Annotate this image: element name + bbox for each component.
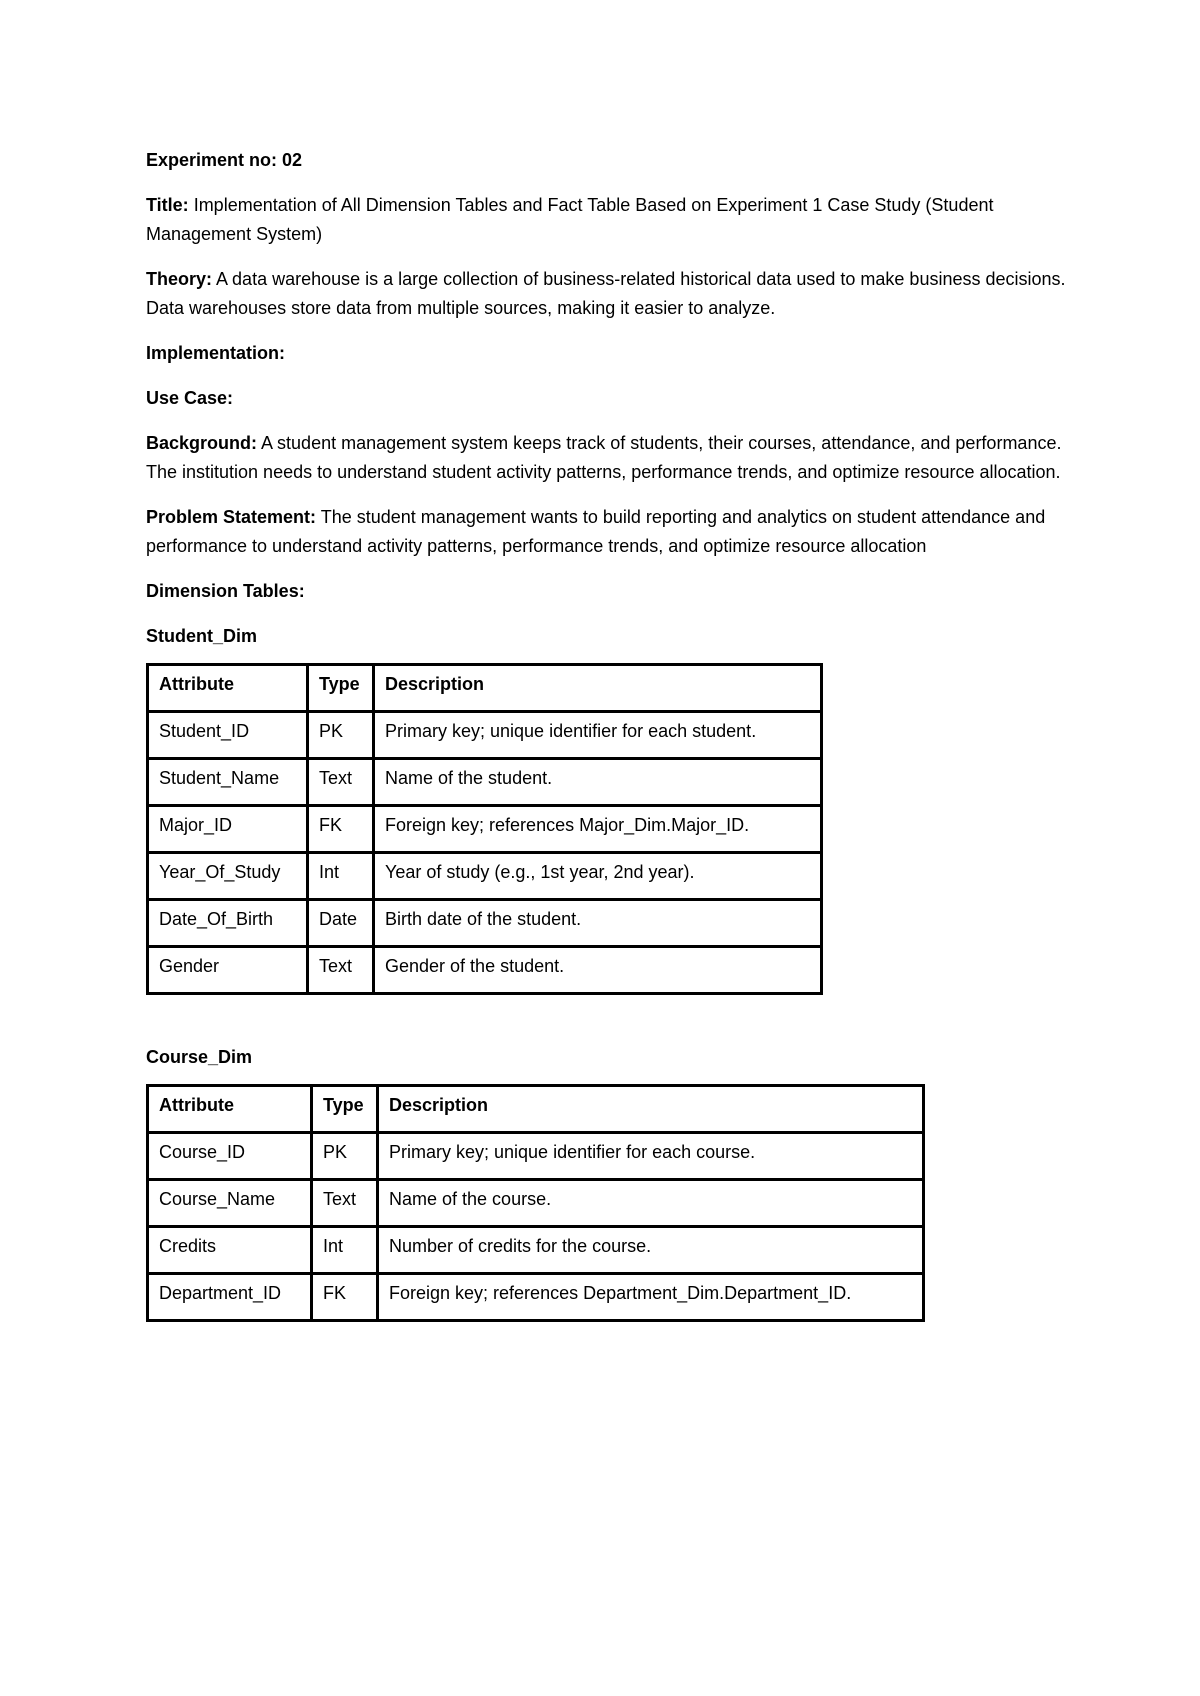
background-text: A student management system keeps track of students, their courses, attendance, and performance. The institution needs to understand student activity patterns, performance trends, and optimize resource allocation. — [146, 433, 1062, 482]
cell-attribute: Student_ID — [148, 712, 308, 759]
cell-description: Foreign key; references Department_Dim.Department_ID. — [378, 1274, 924, 1321]
cell-attribute: Year_Of_Study — [148, 853, 308, 900]
use-case-heading: Use Case: — [146, 388, 234, 408]
cell-attribute: Credits — [148, 1227, 312, 1274]
student-dim-table — [146, 663, 823, 995]
course-dim-table — [146, 1084, 925, 1322]
cell-attribute: Major_ID — [148, 806, 308, 853]
problem-statement-label: Problem Statement: — [146, 507, 317, 527]
header-description: Description — [378, 1086, 924, 1133]
table-row — [148, 853, 822, 900]
cell-type: FK — [312, 1274, 378, 1321]
experiment-label: Experiment no: — [146, 150, 278, 170]
cell-type: FK — [308, 806, 374, 853]
cell-type: Int — [312, 1227, 378, 1274]
background-paragraph — [146, 429, 1066, 487]
cell-attribute: Department_ID — [148, 1274, 312, 1321]
header-description: Description — [374, 665, 822, 712]
course-dim-title: Course_Dim — [146, 1047, 253, 1067]
cell-description: Primary key; unique identifier for each course. — [378, 1133, 924, 1180]
header-type: Type — [312, 1086, 378, 1133]
background-label: Background: — [146, 433, 258, 453]
cell-description: Birth date of the student. — [374, 900, 822, 947]
dimension-tables-heading: Dimension Tables: — [146, 581, 305, 601]
cell-type: Text — [308, 947, 374, 994]
student-dim-title: Student_Dim — [146, 626, 258, 646]
cell-type: Int — [308, 853, 374, 900]
title-text: Implementation of All Dimension Tables and Fact Table Based on Experiment 1 Case Study (Student Management System) — [146, 195, 994, 244]
cell-attribute: Course_Name — [148, 1180, 312, 1227]
cell-type: Text — [312, 1180, 378, 1227]
cell-description: Primary key; unique identifier for each student. — [374, 712, 822, 759]
cell-description: Name of the student. — [374, 759, 822, 806]
table-header-row — [148, 1086, 924, 1133]
table-row — [148, 900, 822, 947]
document-page — [146, 146, 1066, 1322]
header-attribute: Attribute — [148, 1086, 312, 1133]
header-attribute: Attribute — [148, 665, 308, 712]
cell-attribute: Student_Name — [148, 759, 308, 806]
problem-statement-paragraph — [146, 503, 1066, 561]
cell-type: PK — [308, 712, 374, 759]
table-row — [148, 1227, 924, 1274]
experiment-line — [146, 146, 1066, 175]
cell-attribute: Date_Of_Birth — [148, 900, 308, 947]
table-row — [148, 947, 822, 994]
implementation-heading: Implementation: — [146, 343, 286, 363]
title-label: Title: — [146, 195, 189, 215]
table-row — [148, 1180, 924, 1227]
cell-description: Number of credits for the course. — [378, 1227, 924, 1274]
table-header-row — [148, 665, 822, 712]
theory-paragraph — [146, 265, 1066, 323]
table-row — [148, 1133, 924, 1180]
cell-type: PK — [312, 1133, 378, 1180]
table-row — [148, 712, 822, 759]
problem-statement-text: The student management wants to build reporting and analytics on student attendance and performance to understand activity patterns, performance trends, and optimize resource allocation — [146, 507, 1046, 556]
table-row — [148, 1274, 924, 1321]
cell-description: Year of study (e.g., 1st year, 2nd year). — [374, 853, 822, 900]
theory-label: Theory: — [146, 269, 213, 289]
cell-description: Gender of the student. — [374, 947, 822, 994]
experiment-number: 02 — [282, 150, 303, 170]
cell-type: Date — [308, 900, 374, 947]
table-row — [148, 806, 822, 853]
theory-text: A data warehouse is a large collection of business-related historical data used to make business decisions. Data warehouses store data from multiple sources, making it easier to analyze. — [146, 269, 1066, 318]
cell-description: Name of the course. — [378, 1180, 924, 1227]
cell-description: Foreign key; references Major_Dim.Major_ID. — [374, 806, 822, 853]
cell-type: Text — [308, 759, 374, 806]
table-row — [148, 759, 822, 806]
title-line — [146, 191, 1066, 249]
header-type: Type — [308, 665, 374, 712]
spacer — [146, 995, 1066, 1043]
cell-attribute: Course_ID — [148, 1133, 312, 1180]
cell-attribute: Gender — [148, 947, 308, 994]
